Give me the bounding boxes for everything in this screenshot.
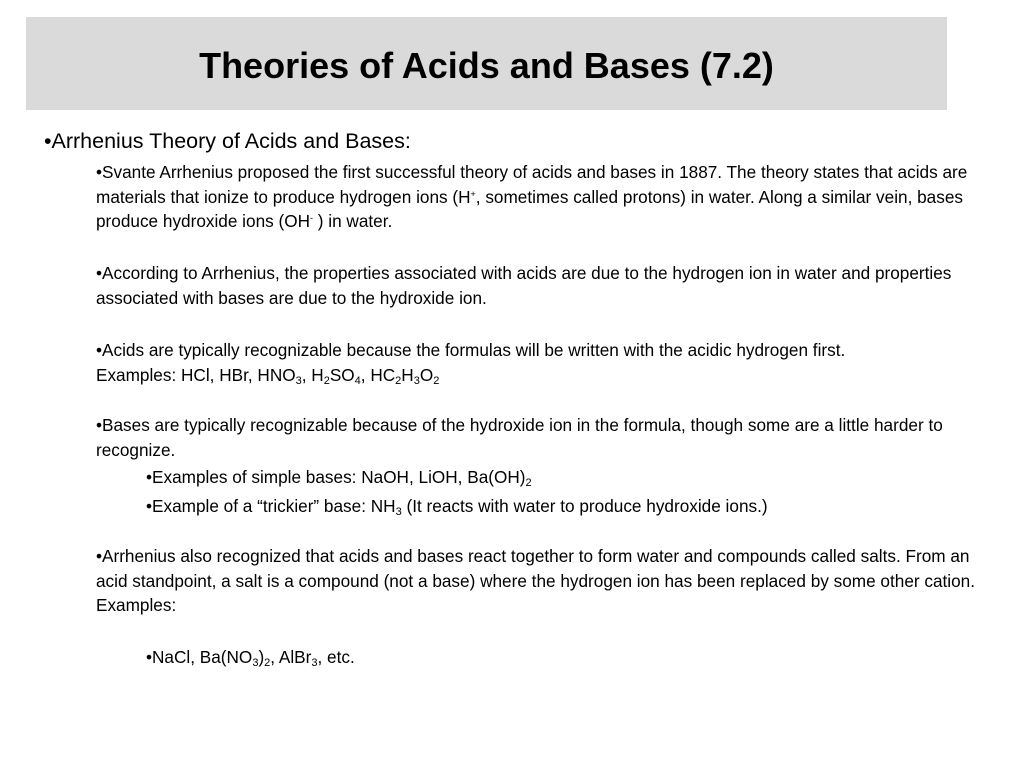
- subscript: 3: [395, 506, 402, 518]
- subscript: 2: [433, 374, 440, 387]
- text: •NaCl, Ba(NO: [146, 647, 253, 667]
- superscript: -: [310, 213, 313, 223]
- text: •Svante Arrhenius proposed the first successful theory of acids and bases in 1887. The theory states that acids are materials that ionize to produce hydrogen ions (H: [96, 162, 968, 207]
- sub-bullet-salt-examples: [146, 645, 996, 670]
- text: Examples: HCl, HBr, HNO: [96, 364, 296, 385]
- subscript: 2: [323, 374, 330, 387]
- text: •Examples of simple bases: NaOH, LiOH, Ba(OH): [146, 467, 526, 487]
- subscript: 3: [413, 374, 420, 387]
- text: (It reacts with water to produce hydroxide ions.): [401, 496, 768, 516]
- text: , AlBr: [270, 647, 312, 667]
- text: , etc.: [317, 647, 355, 667]
- text: ) in water.: [313, 211, 393, 231]
- paragraph-acids: [96, 338, 996, 387]
- subscript: 2: [395, 374, 402, 387]
- subscript: 2: [264, 657, 271, 669]
- superscript: +: [470, 188, 476, 199]
- slide-title: Theories of Acids and Bases (7.2): [199, 45, 774, 86]
- paragraph-salts: •Arrhenius also recognized that acids and bases react together to form water and compounds called salts. From an acid standpoint, a salt is a compound (not a base) where the hydrogen ion has been replaced by some other cation. Examples:: [96, 546, 976, 615]
- paragraph-arrhenius-proposal: [96, 160, 996, 234]
- subscript: 3: [295, 374, 302, 387]
- text: H: [401, 364, 414, 385]
- subscript: 3: [252, 657, 259, 669]
- section-heading: •Arrhenius Theory of Acids and Bases:: [44, 129, 411, 153]
- title-bar: [26, 17, 947, 110]
- text: •Acids are typically recognizable because the formulas will be written with the acidic hydrogen first.: [96, 340, 846, 360]
- subscript: 4: [354, 374, 361, 387]
- sub-bullet-simple-bases: [146, 465, 996, 490]
- sub-bullet-trickier-base: [146, 494, 996, 519]
- text: •Example of a “trickier” base: NH: [146, 496, 396, 516]
- text: , H: [301, 364, 324, 385]
- subscript: 3: [311, 657, 318, 669]
- text: ): [258, 647, 265, 667]
- subscript: 2: [525, 477, 532, 489]
- paragraph-bases: •Bases are typically recognizable because of the hydroxide ion in the formula, though some are a little harder to recognize.: [96, 415, 943, 460]
- text: , HC: [360, 364, 396, 385]
- paragraph-properties: •According to Arrhenius, the properties associated with acids are due to the hydrogen ion in water and properties associated with bases are due to the hydroxide ion.: [96, 263, 952, 308]
- text: O: [419, 364, 434, 385]
- text: , sometimes called protons) in water. Along a similar vein, bases produce hydroxide ions (OH: [96, 186, 963, 231]
- text: SO: [329, 364, 355, 385]
